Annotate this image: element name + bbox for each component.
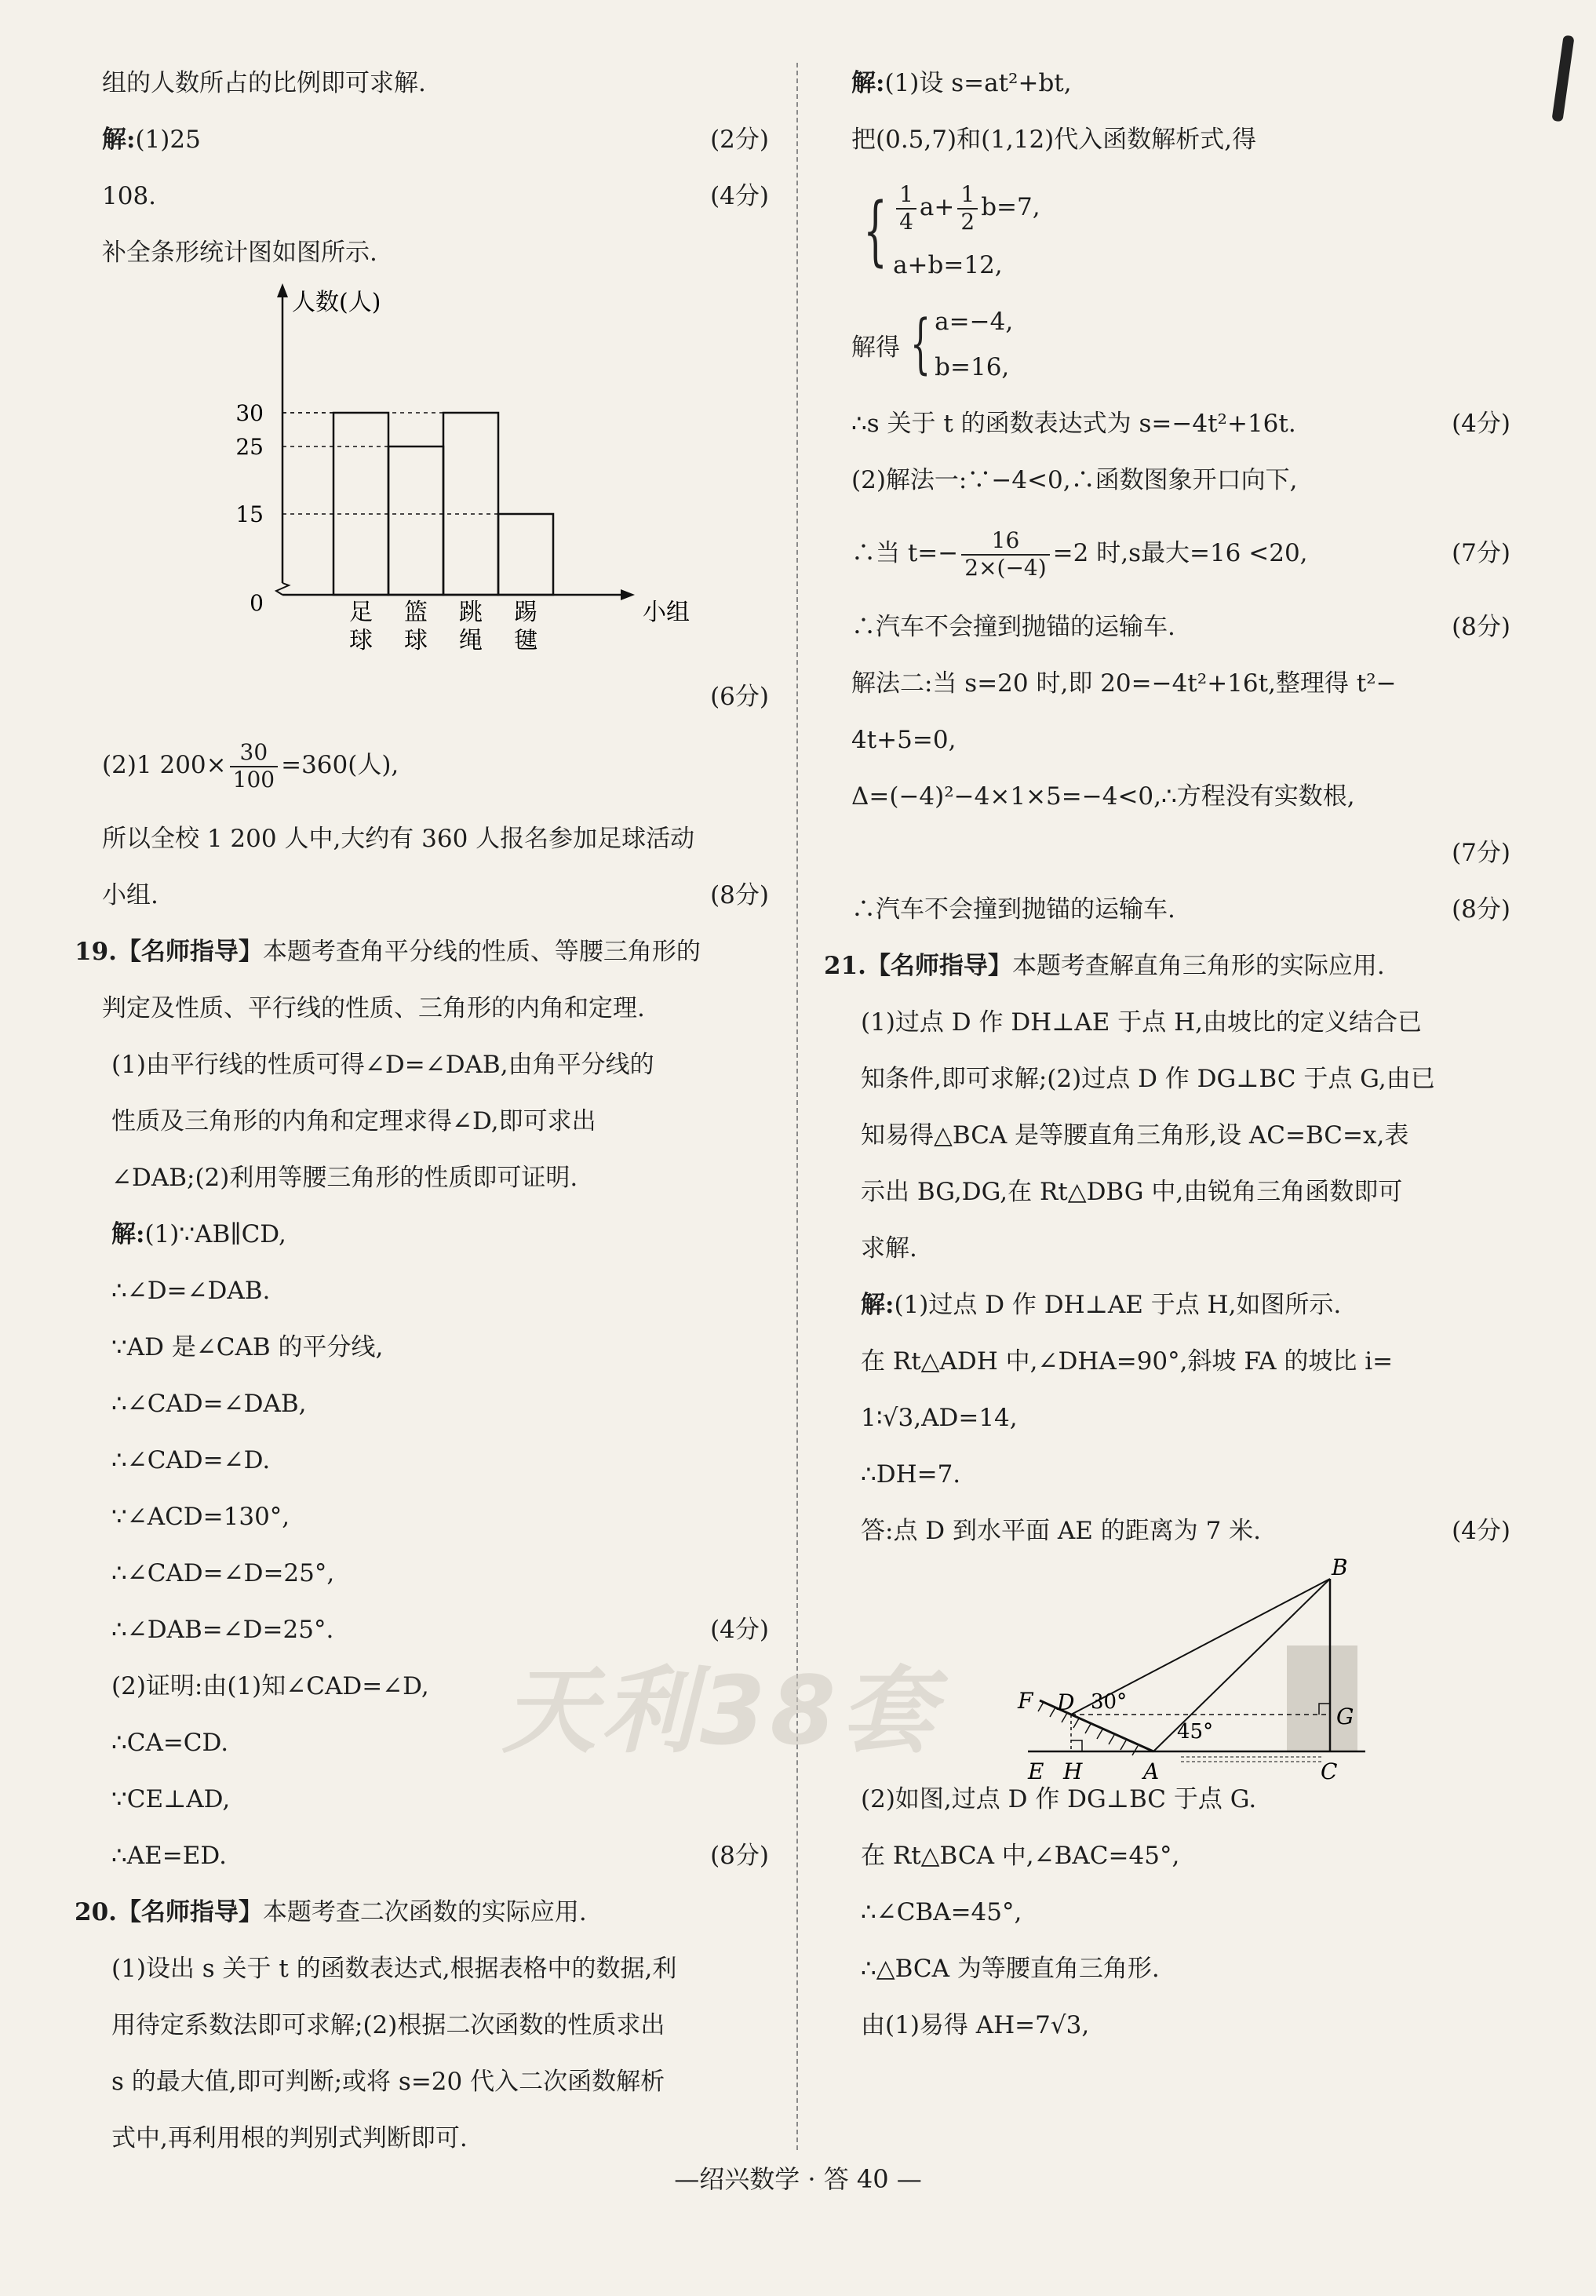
text-line: (1)设出 s 关于 t 的函数表达式,根据表格中的数据,利: [111, 1955, 677, 1983]
bar-2: [443, 413, 498, 595]
text-line: s 的最大值,即可判断;或将 s=20 代入二次函数解析: [111, 2068, 665, 2096]
x-tick-label-2-1: 绳: [459, 627, 483, 654]
text-line: ∴∠CAD=∠D=25°,: [111, 1559, 335, 1587]
equation-part: a+: [919, 193, 955, 221]
text-line: 由(1)易得 AH=7√3,: [861, 2011, 1090, 2039]
score: (7分): [1452, 839, 1510, 867]
answer-text: (1)25: [135, 126, 201, 154]
formula-line: [102, 720, 769, 811]
x-tick-label-3-0: 踢: [514, 599, 537, 626]
y-tick-label: 0: [250, 590, 264, 616]
equations: [893, 173, 1040, 289]
text-line: 知条件,即可求解;(2)过点 D 作 DG⊥BC 于点 G,由已: [861, 1065, 1435, 1093]
formula-part: ∴当 t=−: [851, 539, 959, 567]
text-line: 在 Rt△BCA 中,∠BAC=45°,: [861, 1842, 1180, 1870]
x-tick-label-0-0: 足: [349, 599, 373, 626]
text: ∴∠DAB=∠D=25°.: [111, 1616, 334, 1644]
label-d: D: [1057, 1689, 1075, 1715]
text-line: ∴DH=7.: [861, 1460, 961, 1489]
equation-part: b=7,: [981, 193, 1040, 221]
text: ∴汽车不会撞到抛锚的运输车.: [851, 613, 1175, 641]
label-h: H: [1063, 1758, 1083, 1784]
answer-text: 108.: [102, 182, 157, 210]
text-line: 组的人数所占的比例即可求解.: [102, 69, 426, 97]
label-g: G: [1336, 1704, 1354, 1729]
formula-part: (2)1 200×: [102, 751, 227, 779]
solution-line: [851, 1277, 1510, 1333]
bar-1: [388, 446, 443, 595]
text-line: [851, 599, 1510, 655]
text-line: (2)如图,过点 D 作 DG⊥BC 于点 G.: [861, 1785, 1257, 1813]
formula-part: =360(人),: [281, 751, 399, 779]
text-line: (2)解法一:∵−4<0,∴函数图象开口向下,: [851, 466, 1298, 494]
text: 答:点 D 到水平面 AE 的距离为 7 米.: [861, 1517, 1262, 1545]
text: ∴s 关于 t 的函数表达式为 s=−4t²+16t.: [851, 410, 1296, 438]
y-tick-label: 30: [235, 400, 264, 426]
text: (1)∵AB∥CD,: [144, 1220, 286, 1248]
score: (8分): [710, 1842, 769, 1870]
solution-line: [102, 111, 769, 168]
text-line: (2)证明:由(1)知∠CAD=∠D,: [111, 1672, 429, 1700]
axis-break: [276, 583, 289, 595]
text-line: 把(0.5,7)和(1,12)代入函数解析式,得: [851, 126, 1257, 154]
formula-line: [851, 508, 1510, 599]
score: (4分): [1452, 410, 1510, 438]
watermark: 天利38套: [502, 1657, 939, 1766]
scan-edge-mark: [1551, 35, 1574, 122]
denominator: 2: [960, 208, 975, 235]
text-line: ∴△BCA 为等腰直角三角形.: [861, 1955, 1160, 1983]
text-line: 解法二:当 s=20 时,即 20=−4t²+16t,整理得 t²−: [851, 669, 1397, 698]
question-21-header: [824, 938, 1510, 994]
x-tick-label-1-0: 篮: [404, 599, 428, 626]
solution-line: [102, 1206, 769, 1263]
text: (1)过点 D 作 DH⊥AE 于点 H,如图所示.: [894, 1291, 1342, 1319]
right-column: [824, 55, 1510, 2054]
text-line: [851, 881, 1510, 938]
text-line: ∵CE⊥AD,: [111, 1785, 231, 1813]
text: ∴汽车不会撞到抛锚的运输车.: [851, 895, 1175, 924]
slope-diagram: [851, 1554, 1510, 1784]
solution-label: 解:: [851, 69, 885, 97]
fraction: [961, 528, 1049, 580]
y-tick-label: 15: [235, 501, 264, 527]
right-angle-h: [1071, 1740, 1082, 1751]
text-line: 判定及性质、平行线的性质、三角形的内角和定理.: [102, 994, 645, 1022]
bar-0: [333, 413, 388, 595]
solution-line: [851, 55, 1510, 111]
score: (2分): [710, 126, 769, 154]
brace-symbol: {: [863, 187, 887, 275]
fraction: [230, 740, 278, 792]
y-axis-label: 人数(人): [292, 289, 381, 316]
question-20-header: [75, 1884, 769, 1941]
text-line: ∴CA=CD.: [111, 1729, 229, 1757]
text-line: ∴∠CBA=45°,: [861, 1898, 1022, 1926]
solutions: [935, 299, 1013, 390]
angle-30-label: 30°: [1091, 1690, 1128, 1714]
x-tick-label-3-1: 毽: [514, 627, 537, 654]
text-line: Δ=(−4)²−4×1×5=−4<0,∴方程没有实数根,: [851, 782, 1355, 811]
solution-1: a=−4,: [935, 308, 1014, 336]
x-axis-label: 小组: [643, 599, 690, 626]
denominator: 100: [232, 766, 275, 793]
x-axis-arrow: [621, 589, 635, 600]
x-tick-label-2-0: 跳: [459, 599, 483, 626]
left-column: [75, 55, 769, 2167]
text-line: [102, 1828, 769, 1884]
guide-tag: 【名师指导】: [116, 1898, 263, 1926]
score: (8分): [710, 881, 769, 909]
label-c: C: [1321, 1758, 1338, 1784]
guide-tag: 【名师指导】: [865, 952, 1012, 980]
solution-label: 解:: [861, 1291, 895, 1319]
text-line: 1∶√3,AD=14,: [861, 1404, 1018, 1432]
page-footer: —绍兴数学 · 答 40 —: [674, 2164, 922, 2194]
bar-3: [498, 514, 553, 595]
question-number: 21.: [824, 952, 866, 980]
text-line: 知易得△BCA 是等腰直角三角形,设 AC=BC=x,表: [861, 1121, 1409, 1150]
guide-tag: 【名师指导】: [116, 938, 263, 966]
solve-label: 解得: [851, 333, 900, 362]
text-line: [102, 867, 769, 924]
score: (6分): [710, 683, 769, 711]
label-a: A: [1143, 1758, 1160, 1784]
text-line: ∵AD 是∠CAB 的平分线,: [111, 1333, 384, 1361]
solution-label: 解:: [111, 1220, 145, 1248]
equation-1: [893, 173, 1040, 242]
text: 小组.: [102, 881, 159, 909]
label-f: F: [1018, 1688, 1033, 1714]
text: ∴AE=ED.: [111, 1842, 227, 1870]
x-tick-label-1-1: 球: [404, 627, 428, 654]
bar-chart: [102, 281, 769, 720]
text-line: ∴∠CAD=∠DAB,: [111, 1390, 307, 1418]
score: (8分): [1452, 613, 1510, 641]
bar-chart-svg: [102, 281, 769, 720]
fraction: [896, 182, 916, 234]
label-b: B: [1332, 1554, 1348, 1580]
text-line: 性质及三角形的内角和定理求得∠D,即可求出: [111, 1107, 596, 1135]
x-tick-label-0-1: 球: [349, 627, 373, 654]
numerator: 1: [957, 182, 978, 209]
equation-system: [851, 168, 1510, 293]
water-hatching: [1181, 1757, 1322, 1762]
score: (7分): [1452, 539, 1510, 567]
text-line: ∵∠ACD=130°,: [111, 1503, 290, 1531]
label-e: E: [1028, 1758, 1044, 1784]
text-line: 求解.: [861, 1234, 917, 1263]
text-line: [851, 395, 1510, 452]
fraction: [957, 182, 978, 234]
angle-45-label: 45°: [1177, 1720, 1214, 1744]
solution-label: 解:: [102, 126, 136, 154]
question-number: 20.: [75, 1898, 117, 1926]
numerator: 30: [230, 740, 278, 767]
text-line: 示出 BG,DG,在 Rt△DBG 中,由锐角三角函数即可: [861, 1178, 1403, 1206]
denominator: 2×(−4): [964, 554, 1047, 581]
score: (4分): [710, 1616, 769, 1644]
text-line: [102, 1602, 769, 1658]
numerator: 16: [961, 528, 1049, 555]
solution-2: b=16,: [935, 353, 1010, 381]
solution-system: [851, 293, 1510, 395]
text-line: 所以全校 1 200 人中,大约有 360 人报名参加足球活动: [102, 825, 695, 853]
text-line: ∠DAB;(2)利用等腰三角形的性质即可证明.: [111, 1164, 578, 1192]
text-line: 在 Rt△ADH 中,∠DHA=90°,斜坡 FA 的坡比 i=: [861, 1347, 1394, 1376]
tower-shading: [1287, 1645, 1357, 1751]
text-line: 用待定系数法即可求解;(2)根据二次函数的性质求出: [111, 2011, 665, 2039]
denominator: 4: [899, 208, 913, 235]
text: (1)设 s=at²+bt,: [884, 69, 1072, 97]
text-line: 式中,再利用根的判别式判断即可.: [111, 2124, 468, 2152]
text-line: ∴∠CAD=∠D.: [111, 1446, 271, 1474]
formula-part: =2 时,s最大=16 <20,: [1052, 539, 1308, 567]
text-line: 补全条形统计图如图所示.: [102, 239, 377, 267]
brace-symbol: {: [910, 307, 931, 381]
equation-2: a+b=12,: [893, 251, 1003, 279]
column-divider: [796, 63, 798, 2150]
text: 本题考查二次函数的实际应用.: [262, 1898, 587, 1926]
text-line: ∴∠D=∠DAB.: [111, 1277, 271, 1305]
text-line: [851, 1503, 1510, 1559]
y-axis-arrow: [277, 283, 288, 297]
score-line: [851, 825, 1510, 881]
score: (8分): [1452, 895, 1510, 924]
text: 本题考查角平分线的性质、等腰三角形的: [262, 938, 701, 966]
score: (4分): [1452, 1517, 1510, 1545]
text-line: 4t+5=0,: [851, 726, 957, 754]
score: (4分): [710, 182, 769, 210]
y-tick-label: 25: [235, 434, 264, 460]
text-line: (1)过点 D 作 DH⊥AE 于点 H,由坡比的定义结合已: [861, 1008, 1422, 1037]
answer-line: [102, 168, 769, 224]
text-line: (1)由平行线的性质可得∠D=∠DAB,由角平分线的: [111, 1051, 654, 1079]
numerator: 1: [896, 182, 916, 209]
question-number: 19.: [75, 938, 117, 966]
text: 本题考查解直角三角形的实际应用.: [1011, 952, 1385, 980]
slope-diagram-svg: [851, 1554, 1510, 1784]
question-19-header: [75, 924, 769, 980]
